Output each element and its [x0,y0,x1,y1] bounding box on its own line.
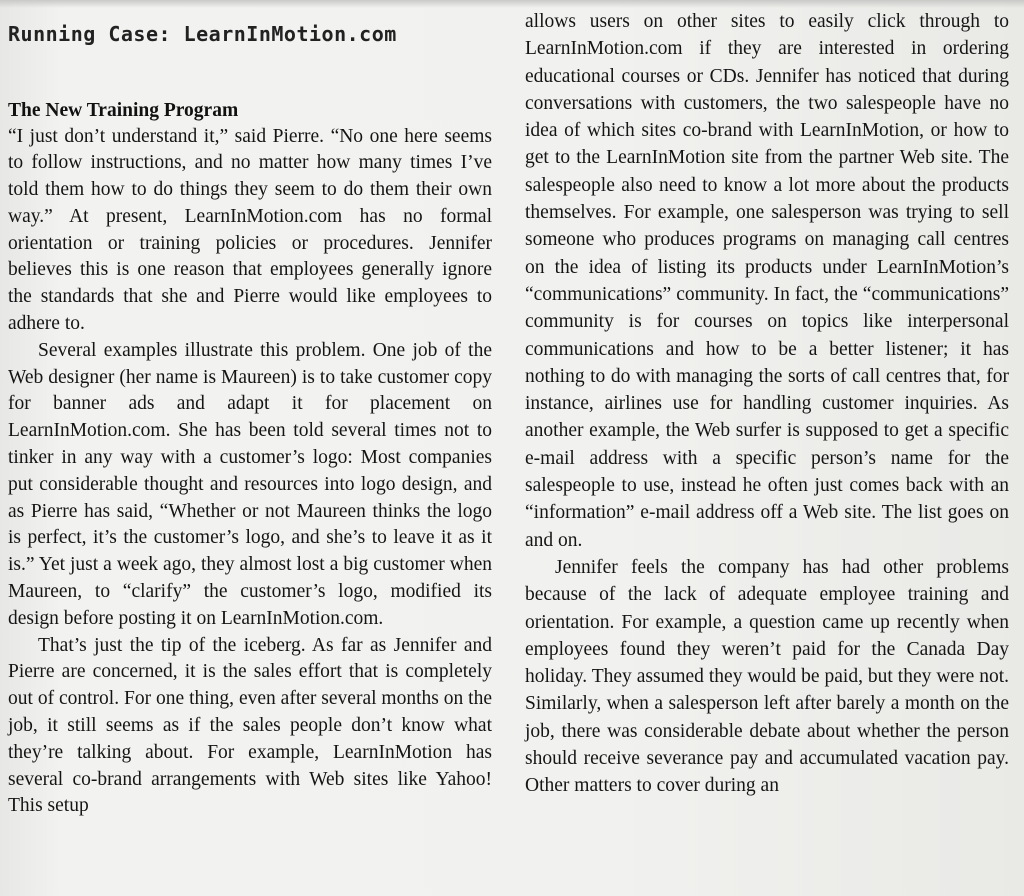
left-column [8,18,492,820]
paragraph-left-1: “I just don’t understand it,” said Pierre. “No one here seems to follow instructions, and no matter how many times I’ve told them how to do things they seem to do them their own way.” At present, LearnInMotion.com has no formal orientation or training policies or procedures. Jennifer believes this is one reason that employees generally ignore the standards that she and Pierre would like employees to adhere to. [8,125,492,335]
case-title: Running Case: LearnInMotion.com [8,22,397,46]
paragraph-right-1: allows users on other sites to easily click through to LearnInMotion.com if they are interested in ordering educational courses or CDs. Jennifer has noticed that during conversations with customers, the two salespeople have no idea of which sites co-brand with LearnInMotion, or how to get to the LearnInMotion site from the partner Web site. The salespeople also need to know a lot more about the products themselves. For example, one salesperson was trying to sell someone who produces programs on managing call centres on the idea of listing its products under LearnInMotion’s “communications” community. In fact, the “communications” community is for courses on topics like interpersonal communications and how to be a better listener; it has nothing to do with managing the sorts of call centres that, for instance, airlines use for handling customer inquiries. As another example, the Web surfer is supposed to get a specific e-mail address with a specific person’s name for the salespeople to use, instead he often just comes back with an “information” e-mail address off a Web site. The list goes on and on. [525,11,1009,551]
section-heading: The New Training Program [8,100,239,121]
page-top-shadow [0,0,1024,8]
paragraph-right-2: Jennifer feels the company has had other problems because of the lack of adequate employee training and orientation. For example, a question came up recently when employees found they weren’t paid for the Canada Day holiday. They assumed they would be paid, but they were not. Similarly, when a salesperson left after barely a month on the job, there was considerable debate about whether the person should receive severance pay and accumulated vacation pay. Other matters to cover during an [525,556,1009,797]
right-column [525,8,1009,800]
paragraph-left-3: That’s just the tip of the iceberg. As far as Jennifer and Pierre are concerned, it is the sales effort that is completely out of control. For one thing, even after several months on the job, it still seems as if the sales people don’t know what they’re talking about. For example, LearnInMotion has several co-brand arrangements with Web sites like Yahoo! This setup [8,634,492,817]
paragraph-left-2: Several examples illustrate this problem. One job of the Web designer (her name is Maureen) is to take customer copy for banner ads and adapt it for placement on LearnInMotion.com. She has been told several times not to tinker in any way with a customer’s logo: Most companies put considerable thought and resources into logo design, and as Pierre has said, “Whether or not Maureen thinks the logo is perfect, it’s the customer’s logo, and she’s to leave it as it is.” Yet just a week ago, they almost lost a big customer when Maureen, to “clarify” the customer’s logo, modified its design before posting it on LearnInMotion.com. [8,339,492,629]
